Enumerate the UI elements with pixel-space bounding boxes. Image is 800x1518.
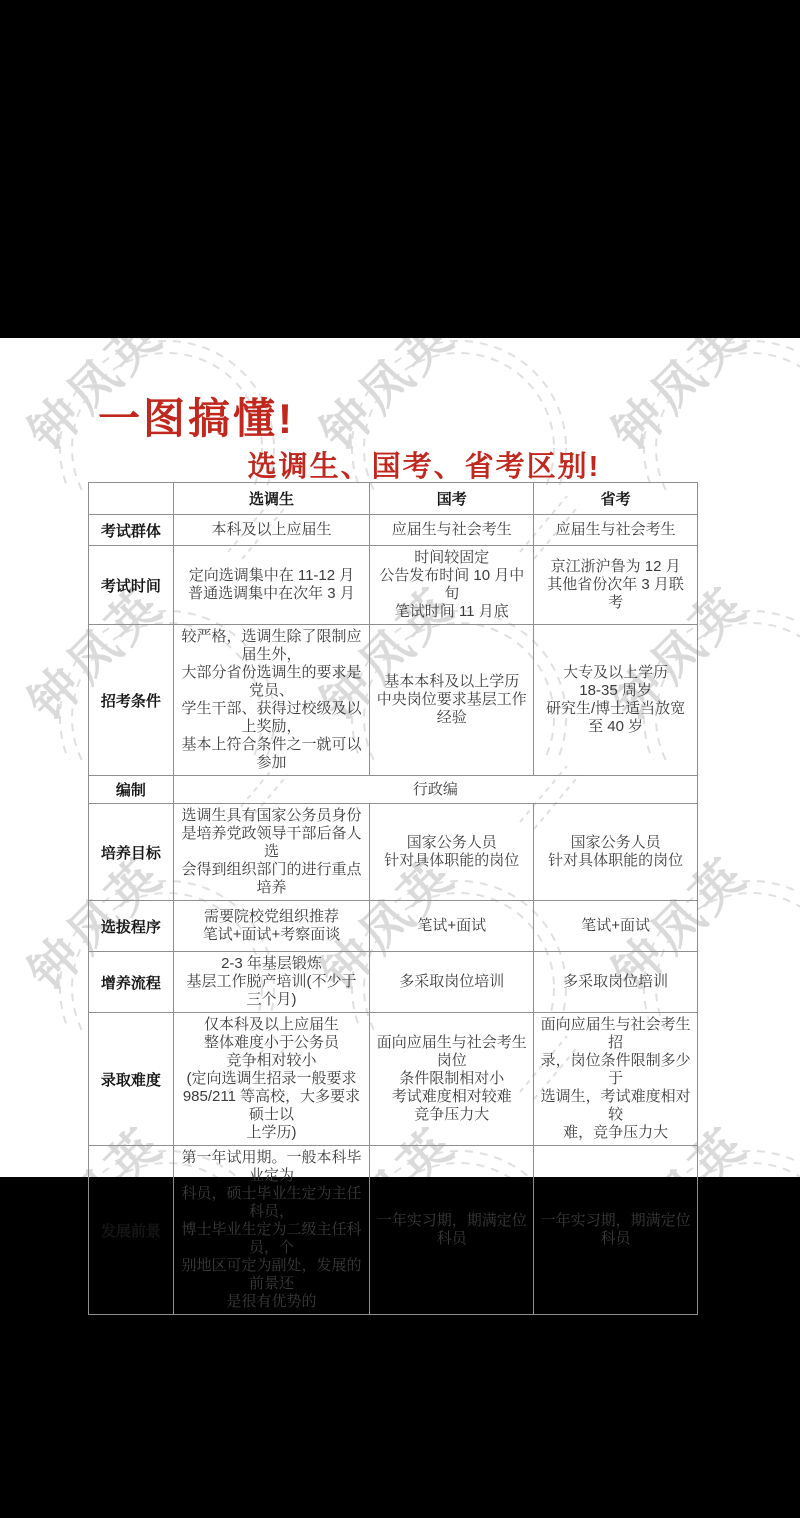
cell-line: 公告发布时间 10 月中旬	[379, 567, 525, 602]
row-header: 考试群体	[89, 515, 174, 546]
table-cell	[173, 1146, 370, 1315]
cell-line: 科员，硕士毕业生定为主任科员，	[181, 1185, 362, 1220]
letterbox-top	[0, 0, 800, 338]
cell-line: 多采取岗位培训	[399, 973, 505, 990]
cell-line: 考试难度相对较难	[391, 1088, 512, 1105]
table-cell	[534, 901, 698, 952]
corner-cell	[89, 483, 174, 515]
row-header: 招考条件	[89, 625, 174, 776]
table-cell	[534, 546, 698, 625]
cell-line: 基层工作脱产培训(不少于三个月)	[186, 973, 357, 1008]
table-cell	[173, 515, 370, 546]
table-cell	[534, 515, 698, 546]
cell-line: 研究生/博士适当放宽至 40 岁	[545, 700, 686, 735]
cell-line: 面向应届生与社会考生招	[540, 1016, 691, 1051]
table-cell	[173, 776, 697, 804]
table-cell	[173, 546, 370, 625]
row-header: 发展前景	[89, 1146, 174, 1315]
table-cell	[370, 1146, 534, 1315]
table-body	[89, 515, 698, 1315]
cell-line: 是培养党政领导干部后备人选	[181, 825, 362, 860]
table-cell	[534, 1013, 698, 1146]
comparison-table-wrap	[88, 482, 698, 1315]
cell-line: 应届生与社会考生	[555, 521, 676, 538]
table-cell	[534, 1146, 698, 1315]
table-cell	[370, 625, 534, 776]
cell-line: 上学历)	[246, 1124, 297, 1141]
table-cell	[370, 901, 534, 952]
cell-line: 其他省份次年 3 月联考	[547, 576, 684, 611]
cell-line: 难，竞争压力大	[563, 1124, 669, 1141]
cell-line: 竞争相对较小	[226, 1052, 317, 1069]
cell-line: 需要院校党组织推荐	[203, 908, 339, 925]
table-cell	[534, 952, 698, 1013]
cell-line: 笔试+面试+考察面谈	[202, 926, 341, 943]
cell-line: 行政编	[412, 780, 458, 798]
table-cell	[370, 515, 534, 546]
table-cell	[173, 625, 370, 776]
cell-line: 时间较固定	[414, 549, 490, 566]
cell-line: 国家公务人员	[570, 834, 661, 851]
table-cell	[534, 625, 698, 776]
cell-line: 一年实习期，期满定位科员	[540, 1212, 691, 1247]
cell-line: 京江浙沪鲁为 12 月	[550, 558, 681, 575]
cell-line: 竞争压力大	[414, 1106, 490, 1123]
cell-line: 博士毕业生定为二级主任科员，个	[181, 1221, 362, 1256]
cell-line: 大部分省份选调生的要求是党员、	[181, 664, 362, 699]
cell-line: 会得到组织部门的进行重点培养	[181, 861, 362, 896]
page-title: 一图搞懂!	[98, 395, 295, 442]
cell-line: 选调生具有国家公务员身份	[181, 807, 362, 824]
cell-line: 基本本科及以上学历	[384, 673, 520, 690]
row-header: 编制	[89, 776, 174, 804]
cell-line: 一年实习期，期满定位科员	[376, 1212, 527, 1247]
column-header: 选调生	[173, 483, 370, 515]
table-row	[89, 952, 698, 1013]
table-cell	[370, 952, 534, 1013]
row-header: 培养目标	[89, 804, 174, 901]
table-cell	[173, 952, 370, 1013]
table-row	[89, 804, 698, 901]
table-cell	[173, 804, 370, 901]
cell-line: 条件限制相对小	[399, 1070, 505, 1087]
cell-line: 笔试+面试	[581, 917, 650, 934]
table-row	[89, 1146, 698, 1315]
table-row	[89, 1013, 698, 1146]
cell-line: 整体难度小于公务员	[203, 1034, 339, 1051]
table-cell	[173, 1013, 370, 1146]
cell-line: 面向应届生与社会考生岗位	[376, 1034, 527, 1069]
row-header: 增养流程	[89, 952, 174, 1013]
table-cell	[370, 1013, 534, 1146]
cell-line: 定向选调集中在 11-12 月	[188, 567, 355, 584]
cell-line: 18-35 周岁	[579, 682, 652, 699]
cell-line: 基本上符合条件之一就可以参加	[181, 736, 362, 771]
cell-line: 较严格，选调生除了限制应届生外，	[181, 628, 362, 663]
table-head	[89, 483, 698, 515]
cell-line: 录，岗位条件限制多少于	[540, 1052, 691, 1087]
cell-line: 应届生与社会考生	[391, 521, 512, 538]
column-header: 省考	[534, 483, 698, 515]
infographic-content	[0, 338, 800, 1310]
table-row	[89, 625, 698, 776]
page-subtitle: 选调生、国考、省考区别!	[247, 451, 601, 483]
cell-line: 普通选调集中在次年 3 月	[188, 585, 355, 602]
cell-line: 针对具体职能的岗位	[384, 852, 520, 869]
cell-line: 中央岗位要求基层工作经验	[376, 691, 527, 726]
table-cell	[370, 804, 534, 901]
cell-line: 第一年试用期。一般本科毕业定为	[181, 1149, 362, 1184]
cell-line: 是很有优势的	[226, 1293, 317, 1310]
cell-line: 别地区可定为副处，发展的前景还	[181, 1257, 362, 1292]
table-cell	[534, 804, 698, 901]
cell-line: 大专及以上学历	[563, 664, 669, 681]
table-row	[89, 776, 698, 804]
cell-line: 985/211 等高校，大多要求硕士以	[182, 1088, 361, 1123]
cell-line: 本科及以上应届生	[211, 521, 332, 538]
cell-line: 针对具体职能的岗位	[548, 852, 684, 869]
cell-line: 仅本科及以上应届生	[203, 1016, 339, 1033]
table-row	[89, 515, 698, 546]
cell-line: 国家公务人员	[406, 834, 497, 851]
row-header: 录取难度	[89, 1013, 174, 1146]
cell-line: (定向选调生招录一般要求	[186, 1070, 357, 1087]
table-row	[89, 901, 698, 952]
header-row	[89, 483, 698, 515]
row-header: 考试时间	[89, 546, 174, 625]
cell-line: 2-3 年基层锻炼	[221, 955, 322, 972]
table-cell	[173, 901, 370, 952]
cell-line: 多采取岗位培训	[563, 973, 669, 990]
comparison-table	[88, 482, 698, 1315]
cell-line: 笔试+面试	[417, 917, 487, 934]
cell-line: 学生干部、获得过校级及以上奖励，	[181, 700, 362, 735]
table-cell	[370, 546, 534, 625]
row-header: 选拔程序	[89, 901, 174, 952]
cell-line: 笔试时间 11 月底	[394, 603, 509, 620]
table-row	[89, 546, 698, 625]
column-header: 国考	[370, 483, 534, 515]
cell-line: 选调生，考试难度相对较	[540, 1088, 691, 1123]
